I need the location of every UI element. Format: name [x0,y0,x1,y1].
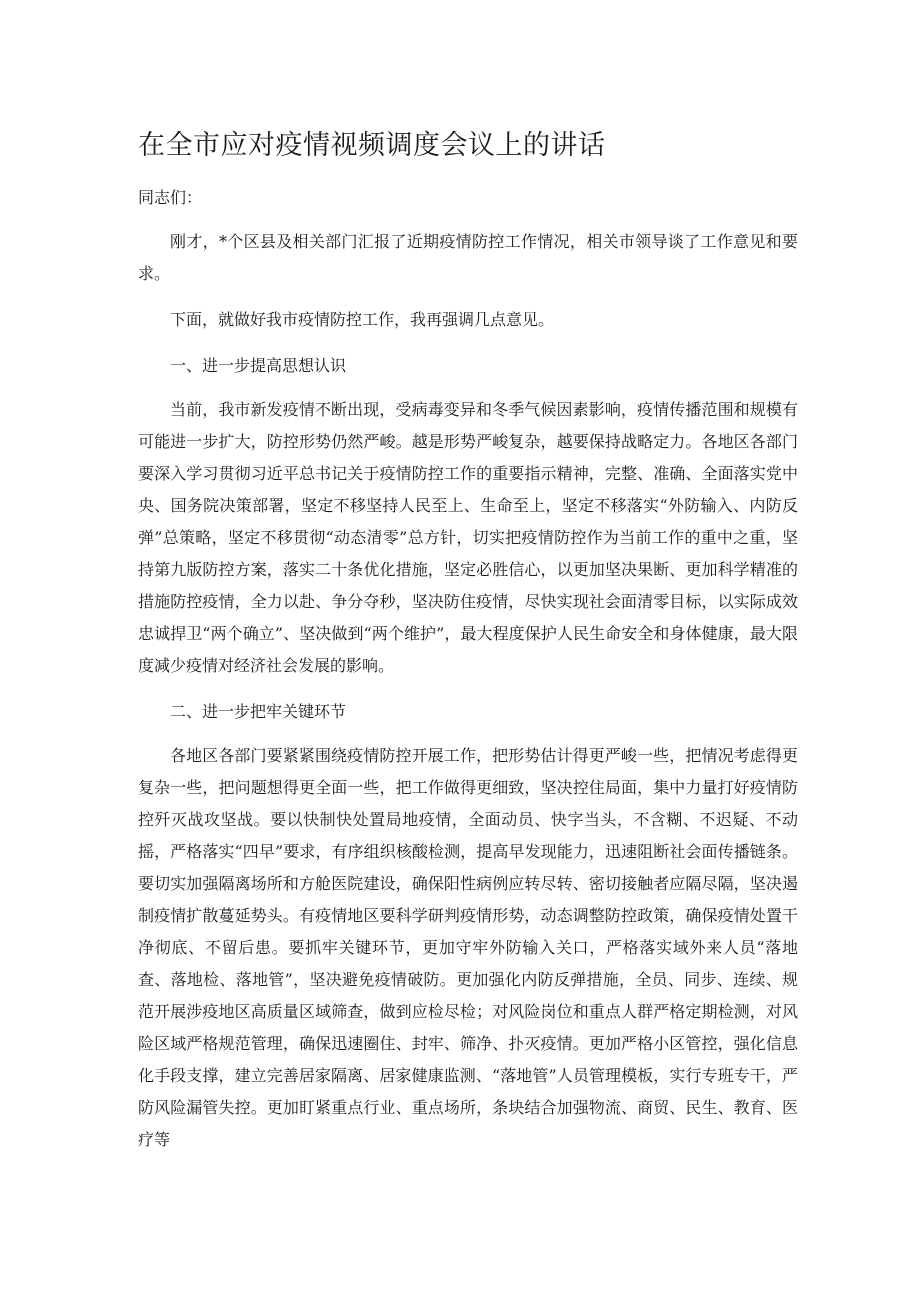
document-body [138,126,798,1170]
paragraph-opening: 刚才，*个区县及相关部门汇报了近期疫情防控工作情况，相关市领导谈了工作意见和要求。 [138,232,798,283]
section-body-2: 各地区各部门要紧紧围绕疫情防控开展工作，把形势估计得更严峻一些，把情况考虑得更复杂一些，把问题想得更全面一些，把工作做得更细致，坚决控住局面，集中力量打好疫情防控歼灭战攻坚战。要以快制快处置局地疫情，全面动员、快字当头，不含糊、不迟疑、不动摇，严格落实“四早”要求，有序组织核酸检测，提高早发现能力，迅速阻断社会面传播链条。要切实加强隔离场所和方舱医院建设，确保阳性病例应转尽转、密切接触者应隔尽隔，坚决遏制疫情扩散蔓延势头。有疫情地区要科学研判疫情形势，动态调整防控政策，确保疫情处置干净彻底、不留后患。要抓牢关键环节，更加守牢外防输入关口，严格落实域外来人员“落地查、落地检、落地管”，坚决避免疫情破防。更加强化内防反弹措施，全员、同步、连续、规范开展涉疫地区高质量区域筛查，做到应检尽检；对风险岗位和重点人群严格定期检测，对风险区域严格规范管理，确保迅速圈住、封牢、筛净、扑灭疫情。更加严格小区管控，强化信息化手段支撑，建立完善居家隔离、居家健康监测、“落地管”人员管理模板，实行专班专干，严防风险漏管失控。更加盯紧重点行业、重点场所，条块结合加强物流、商贸、民生、教育、医疗等 [138,746,798,1149]
salutation: 同志们： [138,188,203,207]
paragraph-intro: 下面，就做好我市疫情防控工作，我再强调几点意见。 [170,310,555,329]
section-heading-1: 一、进一步提高思想认识 [170,356,347,375]
section-heading-2: 二、进一步把牢关键环节 [170,702,347,721]
document-title: 在全市应对疫情视频调度会议上的讲话 [138,130,606,161]
section-body-1: 当前，我市新发疫情不断出现，受病毒变异和冬季气候因素影响，疫情传播范围和规模有可能进一步扩大，防控形势仍然严峻。越是形势严峻复杂，越要保持战略定力。各地区各部门要深入学习贯彻习近平总书记关于疫情防控工作的重要指示精神，完整、准确、全面落实党中央、国务院决策部署，坚定不移坚持人民至上、生命至上，坚定不移落实“外防输入、内防反弹”总策略，坚定不移贯彻“动态清零”总方针，切实把疫情防控作为当前工作的重中之重，坚持第九版防控方案，落实二十条优化措施，坚定必胜信心，以更加坚决果断、更加科学精准的措施防控疫情，全力以赴、争分夺秒，坚决防住疫情，尽快实现社会面清零目标，以实际成效忠诚捍卫“两个确立”、坚决做到“两个维护”，最大程度保护人民生命安全和身体健康，最大限度减少疫情对经济社会发展的影响。 [138,400,798,675]
